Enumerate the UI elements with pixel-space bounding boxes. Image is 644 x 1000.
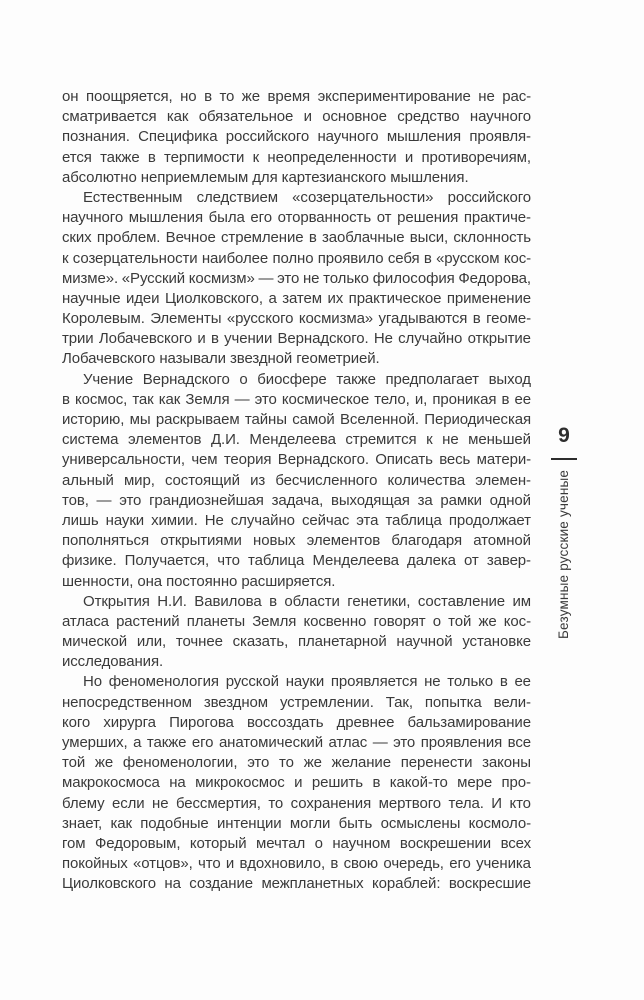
page-number: 9 xyxy=(558,424,570,447)
text-line: атласа растений планеты Земля косвенно говорят о той же кос- xyxy=(62,612,531,630)
text-line: гом Федоровым, который мечтал о научном воскрешении всех xyxy=(62,834,531,852)
text-line: покойных «отцов», что и вдохновило, в свою очередь, его ученика xyxy=(62,855,531,873)
text-line: трии Лобачевского и в учении Вернадского. Не случайно открытие xyxy=(62,330,531,348)
text-line: он поощряется, но в то же время экспериментирование не рас- xyxy=(62,88,531,105)
text-line: Циолковского на создание межпланетных кораблей: воскресшие xyxy=(62,875,531,893)
text-line: непосредственном звездном устремлении. Так, попытка вели- xyxy=(62,693,531,711)
text-line: ется также в терпимости к неопределенности и противоречиям, xyxy=(62,148,531,166)
text-line: Лобачевского называли звездной геометрией. xyxy=(62,350,380,368)
text-line: макрокосмоса на микрокосмос и решить в какой-то мере про- xyxy=(62,774,531,792)
text-line: блему если не бессмертия, то сохранения мертвого тела. И кто xyxy=(62,794,531,812)
text-line: пополняться открытиями новых элементов благодаря атомной xyxy=(62,532,531,550)
text-line: система элементов Д.И. Менделеева стремится к не меньшей xyxy=(62,431,531,449)
text-line: кого хирурга Пирогова воссоздать древнее бальзамирование xyxy=(62,713,531,731)
text-line: абсолютно неприемлемым для картезианского мышления. xyxy=(62,168,469,186)
text-line: Естественным следствием «созерцательности» российского xyxy=(83,188,531,206)
text-line: Учение Вернадского о биосфере также предполагает выход xyxy=(83,370,531,388)
text-line: Королевым. Элементы «русского космизма» угадываются в геоме- xyxy=(62,310,531,328)
text-line: сматривается как обязательное и основное средство научного xyxy=(62,108,531,126)
text-line: физике. Получается, что таблица Менделеева далека от завер- xyxy=(62,552,531,570)
text-line: историю, мы раскрываем тайны самой Вселенной. Периодическая xyxy=(62,411,531,428)
text-line: Открытия Н.И. Вавилова в области генетики, составление им xyxy=(83,592,531,610)
text-line: научного мышления была его оторванность от решения практиче- xyxy=(62,209,531,227)
text-line: тов, — это грандиознейшая задача, выходящая за рамки одной xyxy=(62,491,531,509)
text-line: альный мир, состоящий из бесчисленного количества элемен- xyxy=(62,471,531,489)
text-line: мической или, точнее сказать, планетарной научной установке xyxy=(62,633,531,651)
body-text xyxy=(62,87,531,895)
text-line: той же феноменологии, это то же желание перенести законы xyxy=(62,754,531,772)
text-line: знает, как подобные интенции могли быть осмыслены космоло- xyxy=(62,814,531,832)
text-line: исследования. xyxy=(62,653,164,671)
text-line: мизме». «Русский космизм» — это не только философия Федорова, xyxy=(62,269,531,287)
text-line: познания. Специфика российского научного мышления проявля- xyxy=(62,128,531,146)
text-line: шенности, она постоянно расширяется. xyxy=(62,572,336,590)
text-line: научные идеи Циолковского, а затем их практическое применение xyxy=(62,289,531,307)
text-line: к созерцательности наиболее полно проявило себя в «русском кос- xyxy=(62,249,531,267)
text-line: ских проблем. Вечное стремление в заоблачные выси, склонность xyxy=(62,229,531,247)
margin-rule xyxy=(551,458,577,460)
text-line: лишь науки химии. Не случайно сейчас эта таблица продолжает xyxy=(62,511,531,529)
text-line: универсальности, чем теория Вернадского. Описать весь матери- xyxy=(62,451,531,469)
text-line: умерших, а также его анатомический атлас — это проявления все xyxy=(62,734,531,751)
text-line: в космос, так как Земля — это космическое тело, и, проникая в ее xyxy=(62,390,531,408)
running-title: Безумные русские ученые xyxy=(556,469,571,639)
text-line: Но феноменология русской науки проявляется не только в ее xyxy=(83,673,531,691)
